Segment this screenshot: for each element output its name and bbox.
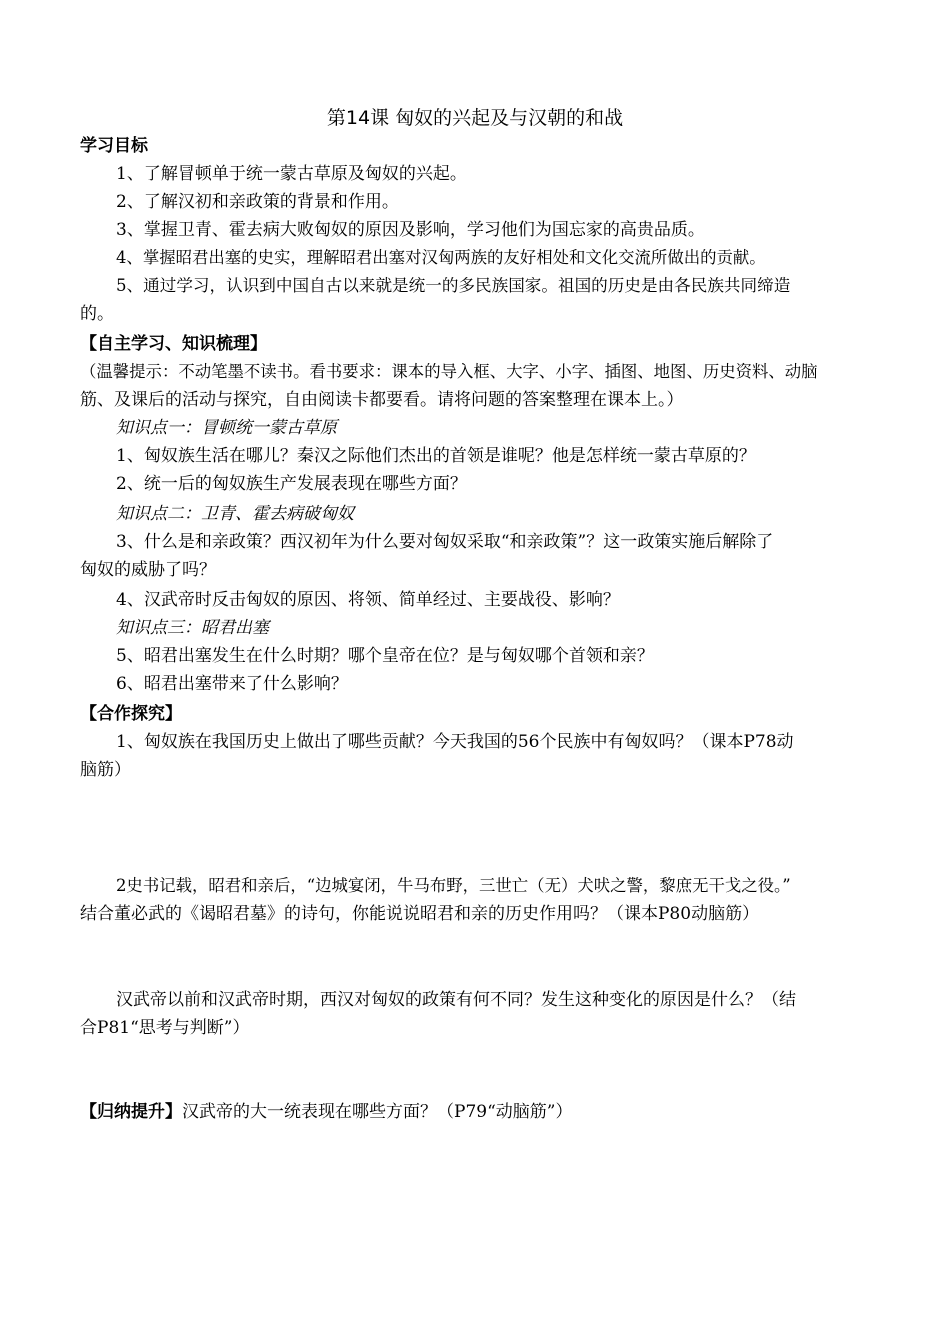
objective-item: 3、掌握卫青、霍去病大败匈奴的原因及影响，学习他们为国忘家的高贵品质。 xyxy=(116,220,705,240)
knowledge-point-heading: 知识点二：卫青、霍去病破匈奴 xyxy=(116,504,354,524)
discussion-question: 2史书记载，昭君和亲后，“边城宴闭，牛马布野，三世亡（无）犬吠之警，黎庶无干戈之役。” xyxy=(116,876,791,895)
knowledge-point-heading: 知识点一：冒顿统一蒙古草原 xyxy=(116,418,337,438)
question-item: 2、统一后的匈奴族生产发展表现在哪些方面？ xyxy=(116,474,467,494)
objective-item: 5、通过学习，认识到中国自古以来就是统一的多民族国家。祖国的历史是由各民族共同缔造 xyxy=(116,276,791,295)
question-item: 4、汉武帝时反击匈奴的原因、将领、简单经过、主要战役、影响？ xyxy=(116,590,620,610)
summary-heading: 【归纳提升】 xyxy=(80,1102,182,1122)
objective-item: 1、了解冒顿单于统一蒙古草原及匈奴的兴起。 xyxy=(116,164,467,184)
discussion-question: 1、匈奴族在我国历史上做出了哪些贡献？今天我国的56个民族中有匈奴吗？（课本P78动 xyxy=(116,732,794,752)
reading-tip: （温馨提示：不动笔墨不读书。看书要求：课本的导入框、大字、小字、插图、地图、历史资料、动脑 xyxy=(80,362,818,381)
discussion-question-continued: 结合董必武的《谒昭君墓》的诗句，你能说说昭君和亲的历史作用吗？（课本P80动脑筋） xyxy=(80,904,760,924)
discussion-question: 汉武帝以前和汉武帝时期，西汉对匈奴的政策有何不同？发生这种变化的原因是什么？（结 xyxy=(116,990,796,1010)
summary-question: 汉武帝的大一统表现在哪些方面？（P79“动脑筋”） xyxy=(182,1102,573,1122)
self-study-heading: 【自主学习、知识梳理】 xyxy=(80,334,267,354)
question-item: 6、昭君出塞带来了什么影响？ xyxy=(116,674,348,694)
objective-item: 2、了解汉初和亲政策的背景和作用。 xyxy=(116,192,399,212)
objectives-heading: 学习目标 xyxy=(80,136,148,156)
question-item-continued: 匈奴的威胁了吗？ xyxy=(80,560,216,580)
reading-tip-continued: 筋、及课后的活动与探究，自由阅读卡都要看。请将问题的答案整理在课本上。） xyxy=(80,390,684,410)
summary-line xyxy=(80,1098,876,1126)
question-item: 3、什么是和亲政策？西汉初年为什么要对匈奴采取“和亲政策”？这一政策实施后解除了 xyxy=(116,532,774,552)
objective-item: 4、掌握昭君出塞的史实，理解昭君出塞对汉匈两族的友好相处和文化交流所做出的贡献。 xyxy=(116,248,766,267)
question-item: 5、昭君出塞发生在什么时期？哪个皇帝在位？是与匈奴哪个首领和亲？ xyxy=(116,646,654,666)
question-item: 1、匈奴族生活在哪儿？秦汉之际他们杰出的首领是谁呢？他是怎样统一蒙古草原的？ xyxy=(116,446,756,466)
objective-item-continued: 的。 xyxy=(80,304,114,324)
page-title: 第14课 匈奴的兴起及与汉朝的和战 xyxy=(326,107,624,129)
discussion-question-continued: 脑筋） xyxy=(80,760,131,780)
cooperation-heading: 【合作探究】 xyxy=(80,704,182,724)
knowledge-point-heading: 知识点三：昭君出塞 xyxy=(116,618,269,638)
discussion-question-continued: 合P81“思考与判断”） xyxy=(80,1018,250,1038)
